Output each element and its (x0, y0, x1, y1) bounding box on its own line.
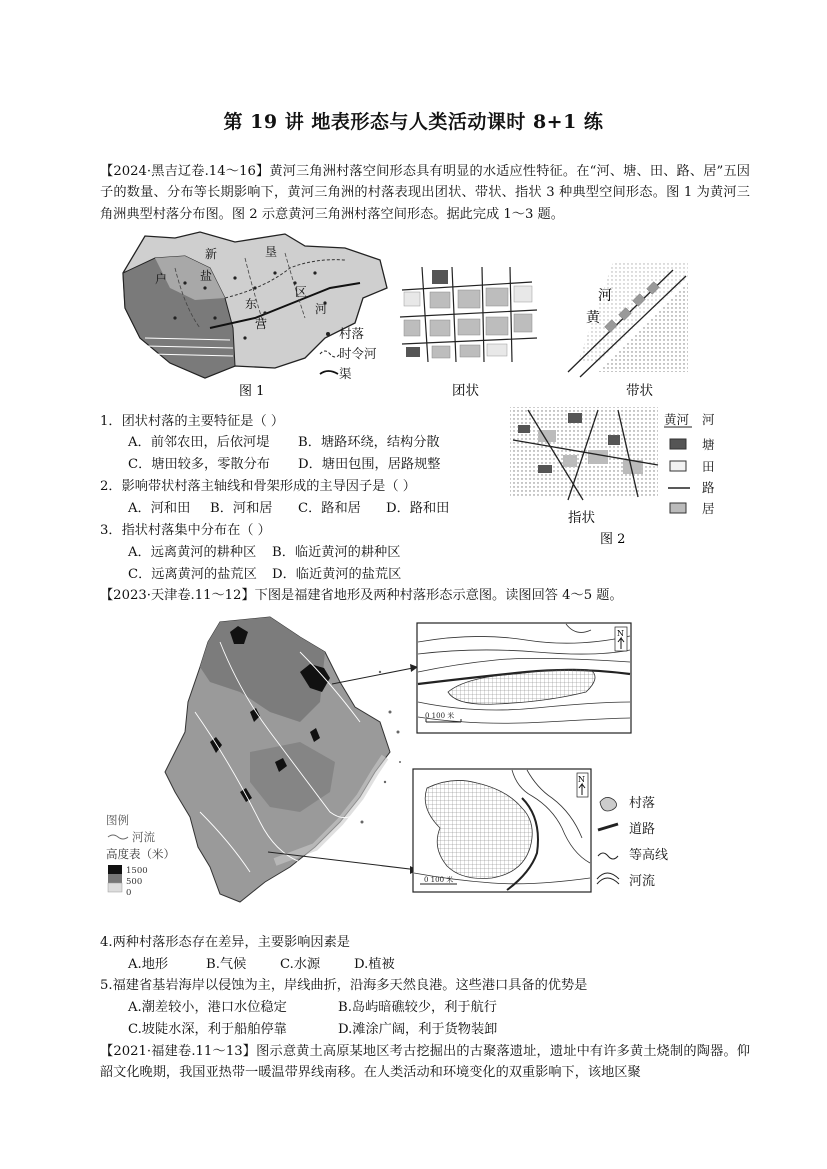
elevation-1500: 1500 (126, 866, 148, 876)
fig1-legend-seasonal-river: 时令河 (339, 346, 377, 361)
fig1-legend-canal: 渠 (339, 366, 352, 381)
map-label-qu: 区 (295, 285, 308, 299)
q3-option-b: B．临近黄河的耕种区 (272, 545, 401, 560)
q2-option-a: A．河和田 (128, 501, 191, 516)
fig2-legend-key-yellow-river: 黄河 (664, 412, 690, 427)
inset1-scale-label: 0 100 米 (425, 712, 455, 720)
q5-option-a: A.潮差较小，港口水位稳定 (128, 1000, 287, 1015)
q1-option-c: C．塘田较多，零散分布 (128, 457, 270, 472)
panel-label-strip: 带状 (626, 383, 653, 399)
elevation-0: 0 (126, 888, 132, 898)
map-label-hu: 户 (155, 272, 168, 286)
fig2-legend-river: 河 (702, 412, 715, 427)
map-label-yan: 盐 (200, 269, 213, 283)
inset-legend (594, 790, 704, 895)
q2-option-d: D．路和田 (386, 501, 450, 516)
inset2-north-label: N (578, 775, 585, 784)
q5-option-d: D.滩涂广阔，利于货物装卸 (338, 1022, 498, 1037)
q5-option-b: B.岛屿暗礁较少，利于航行 (338, 1000, 497, 1015)
question-4-stem: 4.两种村落形态存在差异，主要影响因素是 (100, 935, 350, 950)
map-label-ying: 营 (255, 317, 268, 331)
panel2-river-label-huang: 黄 (586, 310, 600, 326)
map-legend-river: 河流 (132, 830, 155, 844)
inset2-scale-label: 0 100 米 (424, 876, 454, 884)
map-label-he: 河 (315, 302, 328, 316)
question-5-stem: 5.福建省基岩海岸以侵蚀为主，岸线曲折，沿海多天然良港。这些港口具备的优势是 (100, 978, 588, 993)
q5-option-c: C.坡陡水深，利于船舶停靠 (128, 1022, 287, 1037)
fujian-topographic-map (100, 612, 420, 920)
inset-elongated-village (416, 622, 632, 734)
fig2-legend-road: 路 (702, 480, 715, 495)
q3-option-c: C．远离黄河的盐荒区 (128, 567, 257, 582)
elevation-500: 500 (126, 877, 143, 887)
figure-2-cluster-panel (392, 262, 542, 402)
map-legend-elevation-title: 高度表（米） (106, 847, 175, 861)
section1-intro: 【2024·黑吉辽卷.14～16】黄河三角洲村落空间形态具有明显的水适应性特征。在“河、塘、田、路、居”五因子的数量、分布等长期影响下，黄河三角洲的村落表现出团状、带状、指状 3 种典型空间形态。图 1 为黄河三角洲典型村落分布图。图 2 示意黄河三角洲村落空间形态。据此完成 1～3 题。 (100, 164, 750, 222)
legend-village: 村落 (629, 796, 656, 811)
question-2-stem: 2．影响带状村落主轴线和骨架形成的主导因子是（ ） (100, 479, 416, 494)
fig2-legend-pond: 塘 (702, 437, 715, 452)
map-label-xin: 新 (205, 247, 218, 261)
map-label-ken: 垦 (265, 245, 278, 259)
q1-option-d: D．塘田包围，居路规整 (298, 457, 441, 472)
inset-compact-village (412, 768, 592, 893)
q4-option-c: C.水源 (280, 957, 321, 972)
q2-option-c: C．路和居 (298, 501, 361, 516)
q4-option-b: B.气候 (206, 957, 247, 972)
q3-option-d: D．临近黄河的盐荒区 (272, 567, 402, 582)
fig1-legend-village: 村落 (339, 326, 365, 341)
fig2-legend-residence: 居 (702, 501, 715, 516)
figure-2-finger-panel (508, 405, 728, 550)
q3-option-a: A．远离黄河的耕种区 (128, 545, 257, 560)
legend-contour: 等高线 (629, 848, 669, 863)
q2-option-b: B．河和居 (210, 501, 273, 516)
map-legend-title: 图例 (106, 813, 129, 827)
legend-road: 道路 (629, 822, 656, 837)
figure-2-strip-panel (558, 262, 688, 402)
q4-option-d: D.植被 (354, 957, 395, 972)
page-title: 第 19 讲 地表形态与人类活动课时 8+1 练 (223, 111, 604, 133)
figure-1-caption: 图 1 (239, 384, 265, 399)
panel-label-finger: 指状 (568, 510, 595, 526)
question-1-stem: 1．团状村落的主要特征是（ ） (100, 414, 285, 429)
q1-option-b: B．塘路环绕，结构分散 (298, 435, 440, 450)
section2-intro: 【2023·天津卷.11～12】下图是福建省地形及两种村落形态示意图。读图回答 4～5 题。 (100, 588, 623, 603)
panel-label-cluster: 团状 (452, 383, 479, 399)
figure-1-delta-map (115, 228, 390, 400)
fig2-legend-field: 田 (702, 459, 715, 474)
q1-option-a: A．前邻农田，后依河堤 (128, 435, 270, 450)
legend-river: 河流 (629, 874, 656, 889)
figure-2-caption: 图 2 (600, 532, 626, 547)
inset1-north-label: N (617, 629, 624, 638)
panel2-river-label-he: 河 (598, 288, 612, 304)
q4-option-a: A.地形 (128, 957, 169, 972)
section3-intro: 【2021·福建卷.11～13】图示意黄土高原某地区考古挖掘出的古聚落遗址，遗址中有许多黄土烧制的陶器。仰韶文化晚期，我国亚热带一暖温带界线南移。在人类活动和环境变化的双重影响下，该地区聚 (100, 1044, 750, 1081)
question-3-stem: 3．指状村落集中分布在（ ） (100, 523, 271, 538)
map-label-dong: 东 (245, 297, 258, 311)
